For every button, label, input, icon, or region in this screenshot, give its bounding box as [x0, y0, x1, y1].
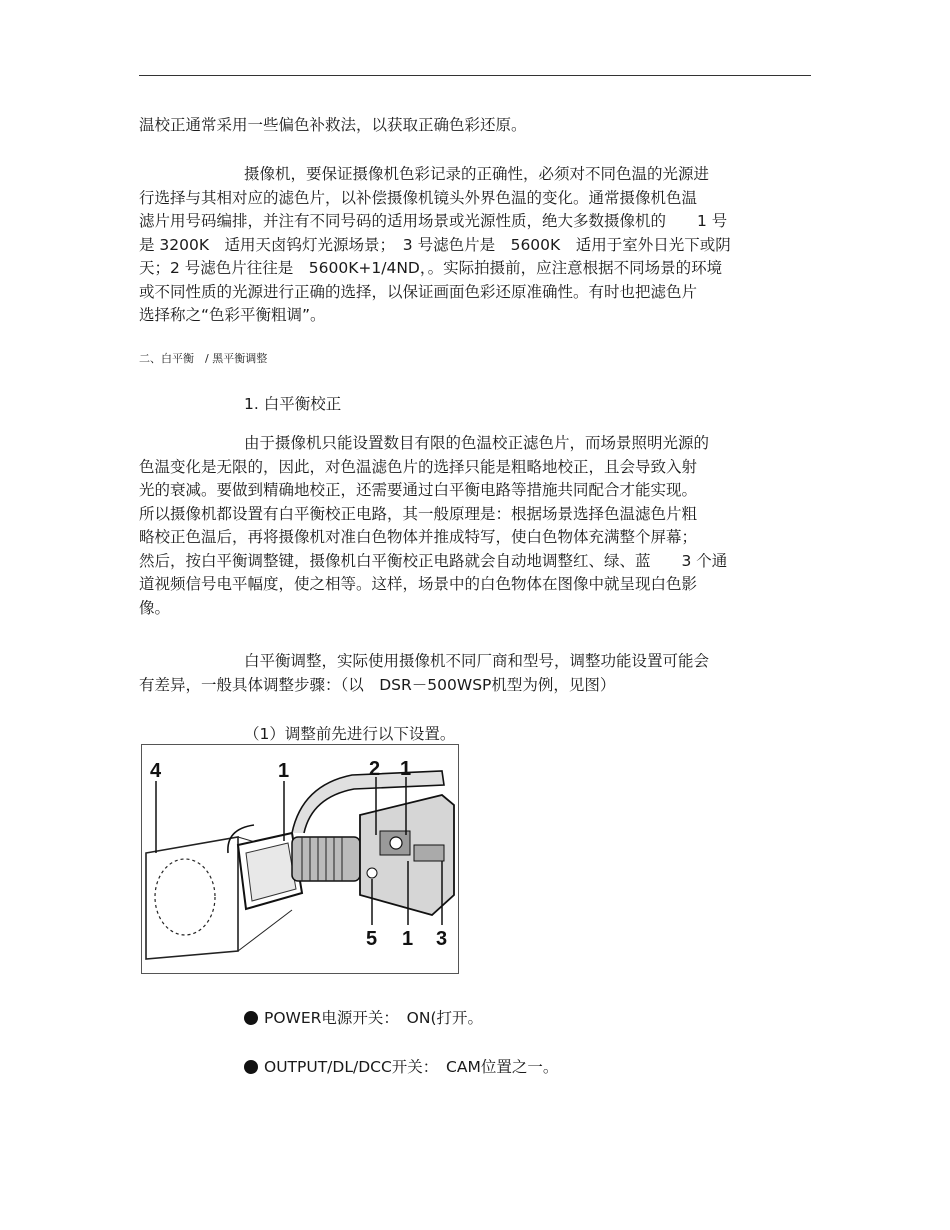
text-line: 滤片用号码编排，并注有不同号码的适用场景或光源性质，绝大多数摄像机的 1 号 [139, 212, 728, 230]
text-line: 有差异，一般具体调整步骤：（以 DSR－500WSP机型为例，见图） [139, 675, 616, 694]
section-title: 二、白平衡 / 黑平衡调整 [139, 352, 268, 365]
switch-knob [390, 837, 402, 849]
subsection-title: 1. 白平衡校正 [244, 395, 342, 413]
camera-illustration [142, 745, 458, 973]
step-1-heading: （1）调整前先进行以下设置。 [244, 725, 456, 743]
paragraph-steps [139, 650, 811, 697]
text-line: 略校正色温后，再将摄像机对准白色物体并推成特写，使白色物体充满整个屏幕； [139, 528, 698, 546]
callout-number: 1 [400, 758, 412, 780]
text-line: 道视频信号电平幅度，使之相等。这样，场景中的白色物体在图像中就呈现白色影 [139, 575, 698, 593]
callout-number: 1 [402, 928, 414, 950]
white-card [146, 837, 238, 959]
text-line: 白平衡调整，实际使用摄像机不同厂商和型号，调整功能设置可能会 [244, 652, 710, 670]
callout-number: 2 [369, 758, 381, 780]
text-line: 摄像机，要保证摄像机色彩记录的正确性，必须对不同色温的光源进 [244, 165, 710, 183]
paragraph-white-balance [139, 432, 811, 620]
text-line: 选择称之“色彩平衡粗调”。 [139, 306, 326, 324]
bullet-dot-icon [244, 1060, 258, 1074]
paragraph-filter [139, 163, 811, 328]
text-line: 是 3200K 适用天卤钨灯光源场景； 3 号滤色片是 5600K 适用于室外日光下或阴 [139, 235, 731, 254]
bullet-item [244, 1006, 483, 1028]
callout-number: 3 [436, 928, 448, 950]
bullet-text: POWER电源开关： ON(打开。 [264, 1009, 484, 1027]
text-line: 天；2 号滤色片往往是 5600K+1/4ND，。实际拍摄前，应注意根据不同场景的环境 [139, 259, 723, 277]
callout-number: 5 [366, 928, 378, 950]
text-line: 光的衰减。要做到精确地校正，还需要通过白平衡电路等措施共同配合才能实现。 [139, 481, 698, 499]
text-line: 行选择与其相对应的滤色片，以补偿摄像机镜头外界色温的变化。通常摄像机色温 [139, 188, 698, 207]
bullet-dot-icon [244, 1011, 258, 1025]
header-rule [139, 75, 811, 76]
callout-number: 1 [278, 760, 290, 782]
text-line: 像。 [139, 598, 171, 617]
camera-figure [141, 744, 459, 974]
bullet-text: OUTPUT/DL/DCC开关： CAM位置之一。 [264, 1058, 559, 1076]
bullet-item [244, 1055, 558, 1077]
text-line: 然后，按白平衡调整键，摄像机白平衡校正电路就会自动地调整红、绿、蓝 3 个通 [139, 551, 728, 570]
text-line: 所以摄像机都设置有白平衡校正电路，其一般原理是：根据场景选择色温滤色片粗 [139, 504, 698, 523]
text-line: 色温变化是无限的，因此，对色温滤色片的选择只能是粗略地校正，且会导致入射 [139, 457, 698, 476]
text-line: 由于摄像机只能设置数目有限的色温校正滤色片，而场景照明光源的 [244, 434, 710, 452]
callout-number: 4 [150, 760, 162, 782]
paragraph-intro [139, 114, 811, 138]
text-line: 或不同性质的光源进行正确的选择，以保证画面色彩还原准确性。有时也把滤色片 [139, 282, 698, 301]
text-line: 温校正通常采用一些偏色补救法，以获取正确色彩还原。 [139, 116, 527, 134]
